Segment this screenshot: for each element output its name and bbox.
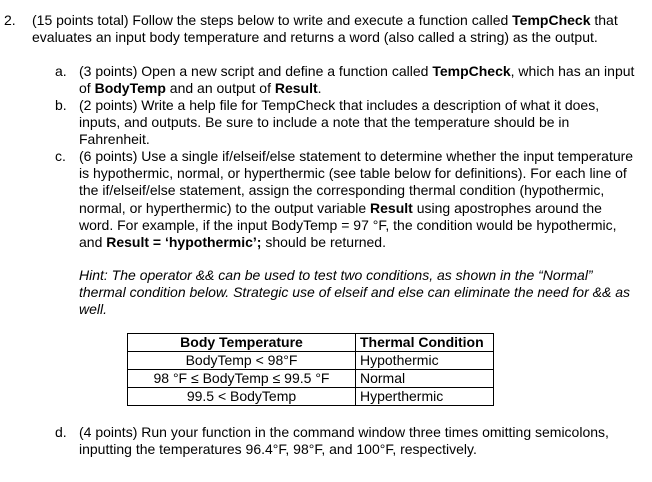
- hint-text: Hint: The operator && can be used to test two conditions, as shown in the “Normal” thermal condition below. Strategic use of elseif and else can eliminate the need for && as well.: [79, 267, 630, 318]
- table-row: [128, 352, 494, 370]
- item-a-text: [79, 63, 635, 97]
- cell-body-temperature: 99.5 < BodyTemp: [128, 388, 356, 406]
- thermal-condition-table: [127, 333, 494, 406]
- item-a-text-2: , which has an input of: [79, 63, 635, 97]
- item-c-text-2: using apostrophes around the word. For example, if the input BodyTemp = 97 °F, the condition would be hypothermic, and: [79, 199, 617, 251]
- item-d-label: d.: [55, 424, 67, 440]
- question-number: 2.: [4, 12, 16, 28]
- cell-thermal-condition: Hypothermic: [356, 352, 494, 370]
- item-a-bold-1: TempCheck: [432, 63, 511, 79]
- item-a-text-4: .: [317, 80, 322, 97]
- item-c-bold-1: Result: [370, 199, 413, 216]
- table-header-row: [128, 334, 494, 352]
- item-c-bold-2: Result = ‘hypothermic’;: [106, 234, 262, 251]
- item-b-text: (2 points) Write a help file for TempCheck that includes a description of what it does, inputs, and outputs. Be sure to include a note that the temperature should be in Fahrenheit.: [79, 97, 600, 148]
- item-b-label: b.: [55, 97, 67, 113]
- item-c-label: c.: [55, 148, 66, 164]
- intro-text-1: (15 points total) Follow the steps below to write and execute a function called: [32, 12, 513, 28]
- question-intro: [32, 12, 628, 46]
- item-a-label: a.: [55, 63, 67, 79]
- item-a-text-1: (3 points) Open a new script and define a function called: [79, 63, 433, 79]
- cell-thermal-condition: Normal: [356, 370, 494, 388]
- item-a-bold-2: BodyTemp: [94, 80, 166, 97]
- header-body-temperature: Body Temperature: [128, 334, 356, 352]
- intro-function-name: TempCheck: [512, 12, 591, 28]
- cell-body-temperature: BodyTemp < 98°F: [128, 352, 356, 370]
- item-d-text: (4 points) Run your function in the command window three times omitting semicolons, inputting the temperatures 96.4°F, 98°F, and 100°F, respectively.: [79, 424, 609, 458]
- cell-thermal-condition: Hyperthermic: [356, 388, 494, 406]
- item-c-text-1: (6 points) Use a single if/elseif/else statement to determine whether the input temperature is hypothermic, normal, or hyperthermic (see table below for definitions). For each line of the if/elseif/else statement, assign the corresponding thermal condition (hypothermic, normal, or hyperthermic) to the output variable: [79, 148, 634, 216]
- header-thermal-condition: Thermal Condition: [356, 334, 494, 352]
- item-c-text: [79, 148, 635, 251]
- item-c-text-3: should be returned.: [261, 234, 386, 251]
- item-a-text-3: and an output of: [165, 80, 275, 97]
- item-a-bold-3: Result: [274, 80, 318, 97]
- table-row: [128, 370, 494, 388]
- cell-body-temperature: 98 °F ≤ BodyTemp ≤ 99.5 °F: [128, 370, 356, 388]
- intro-text-2: that evaluates an input body temperature and returns a word (also called a string) as the output.: [32, 12, 618, 46]
- table-row: [128, 388, 494, 406]
